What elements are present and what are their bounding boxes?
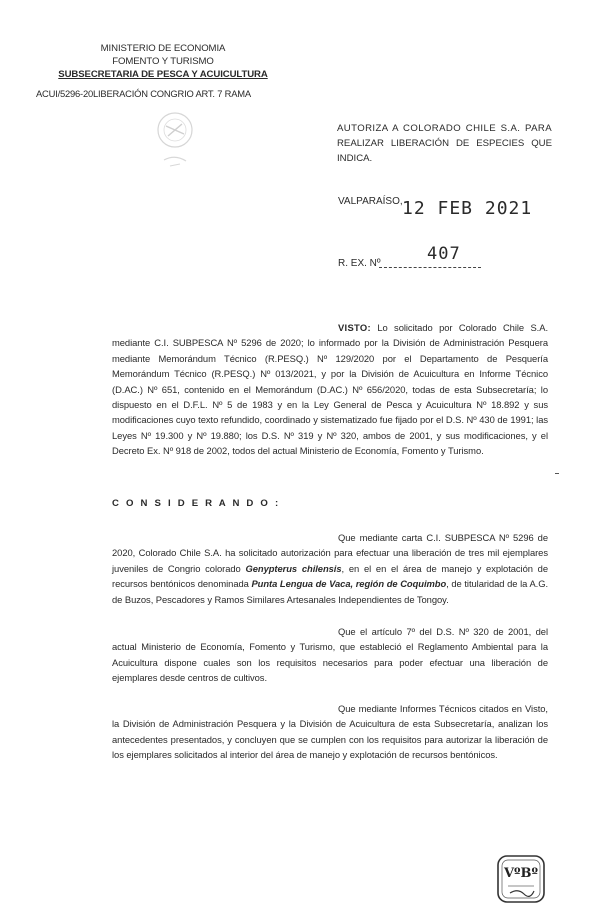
margin-mark [555,473,559,474]
faded-seal-icon [150,104,200,174]
p3-text: Que mediante Informes Técnicos citados en Visto, la División de Administración Pesquera y la División de Acuicultura de esta Subsecretaría, analizan los antecedentes presentados, y concluyen que se cumplen con los requisitos para autorizar la liberación de los ejemplares solicitados al interior del área de manejo y explotación de recursos bentónicos. [112,703,548,761]
p1-text-c: , de titularidad de la A.G. de Buzos, Pescadores y Ramos Similares Artesanales Independientes de Tongoy. [112,578,548,605]
resolution-number: 407 [427,244,461,264]
stamp-mark: VºBº [503,866,539,881]
ministry-subname: FOMENTO Y TURISMO [112,56,214,67]
resolution-title [337,121,552,166]
resolution-number-label: R. EX. Nº [338,258,381,269]
area-name: Punta Lengua de Vaca, región de Coquimbo [251,578,447,590]
visto-label: VISTO: [338,322,371,333]
p1-text-b: , en el en el área de manejo y explotación de recursos bentónicos denominada [112,562,549,590]
title-line-1: AUTORIZA A COLORADO CHILE S.A. PARA [337,123,552,134]
considerando-paragraph-3 [112,701,548,763]
undersecretariat-name: SUBSECRETARIA DE PESCA Y ACUICULTURA [58,69,268,80]
considerando-paragraph-1 [112,530,548,607]
ministry-name: MINISTERIO DE ECONOMIA [100,43,226,54]
approval-stamp-icon [496,854,546,904]
p1-text-a: Que mediante carta C.I. SUBPESCA Nº 5296 de 2020, Colorado Chile S.A. ha solicitado autorización para efectuar una liberación de tres mil ejemplares juveniles de Congrio colorado [112,532,548,574]
considerando-paragraph-2 [112,624,548,686]
stamped-date: 12 FEB 2021 [402,198,533,219]
file-reference: ACUI/5296-20LIBERACIÓN CONGRIO ART. 7 RAMA [36,88,251,99]
ministry-header [38,42,288,81]
considerando-heading: C O N S I D E R A N D O : [112,498,281,509]
p2-text: Que el artículo 7º del D.S. Nº 320 de 2001, del actual Ministerio de Economía, Fomento y Turismo, que estableció el Reglamento Ambiental para la Acuicultura dispone cuales son los requisitos necesarios para poder efectuar una liberación de ejemplares desde centros de cultivos. [112,626,548,684]
title-line-2: REALIZAR LIBERACIÓN DE ESPECIES QUE INDICA. [337,138,552,164]
species-name: Genypterus chilensis [245,562,342,574]
visto-text: Lo solicitado por Colorado Chile S.A. mediante C.I. SUBPESCA Nº 5296 de 2020; lo informado por la División de Administración Pesquera mediante Memorándum Técnico (R.PESQ.) Nº 129/2020 por el Departamento de Pesquería Memorándum Técnico (R.PESQ.) Nº 013/2021, y por la División de Acuicultura en Informe Técnico (D.AC.) Nº 651, contenido en el Memorándum (D.AC.) Nº 656/2020, todas de esta Subsecretaría; lo dispuesto en el D.F.L. Nº 5 de 1983 y en la Ley General de Pesca y Acuicultura Nº 18.892 y sus modificaciones cuyo texto refundido, coordinado y sistematizado fue fijado por el D.S. Nº 430 de 1991; las Leyes Nº 19.300 y Nº 19.880; los D.S. Nº 319 y Nº 320, ambos de 2001, y sus modificaciones, y el Decreto Ex. Nº 918 de 2002, todos del actual Ministerio de Economía, Fomento y Turismo. [112,322,548,457]
visto-paragraph [112,320,548,459]
city-label: VALPARAÍSO, [338,196,403,207]
